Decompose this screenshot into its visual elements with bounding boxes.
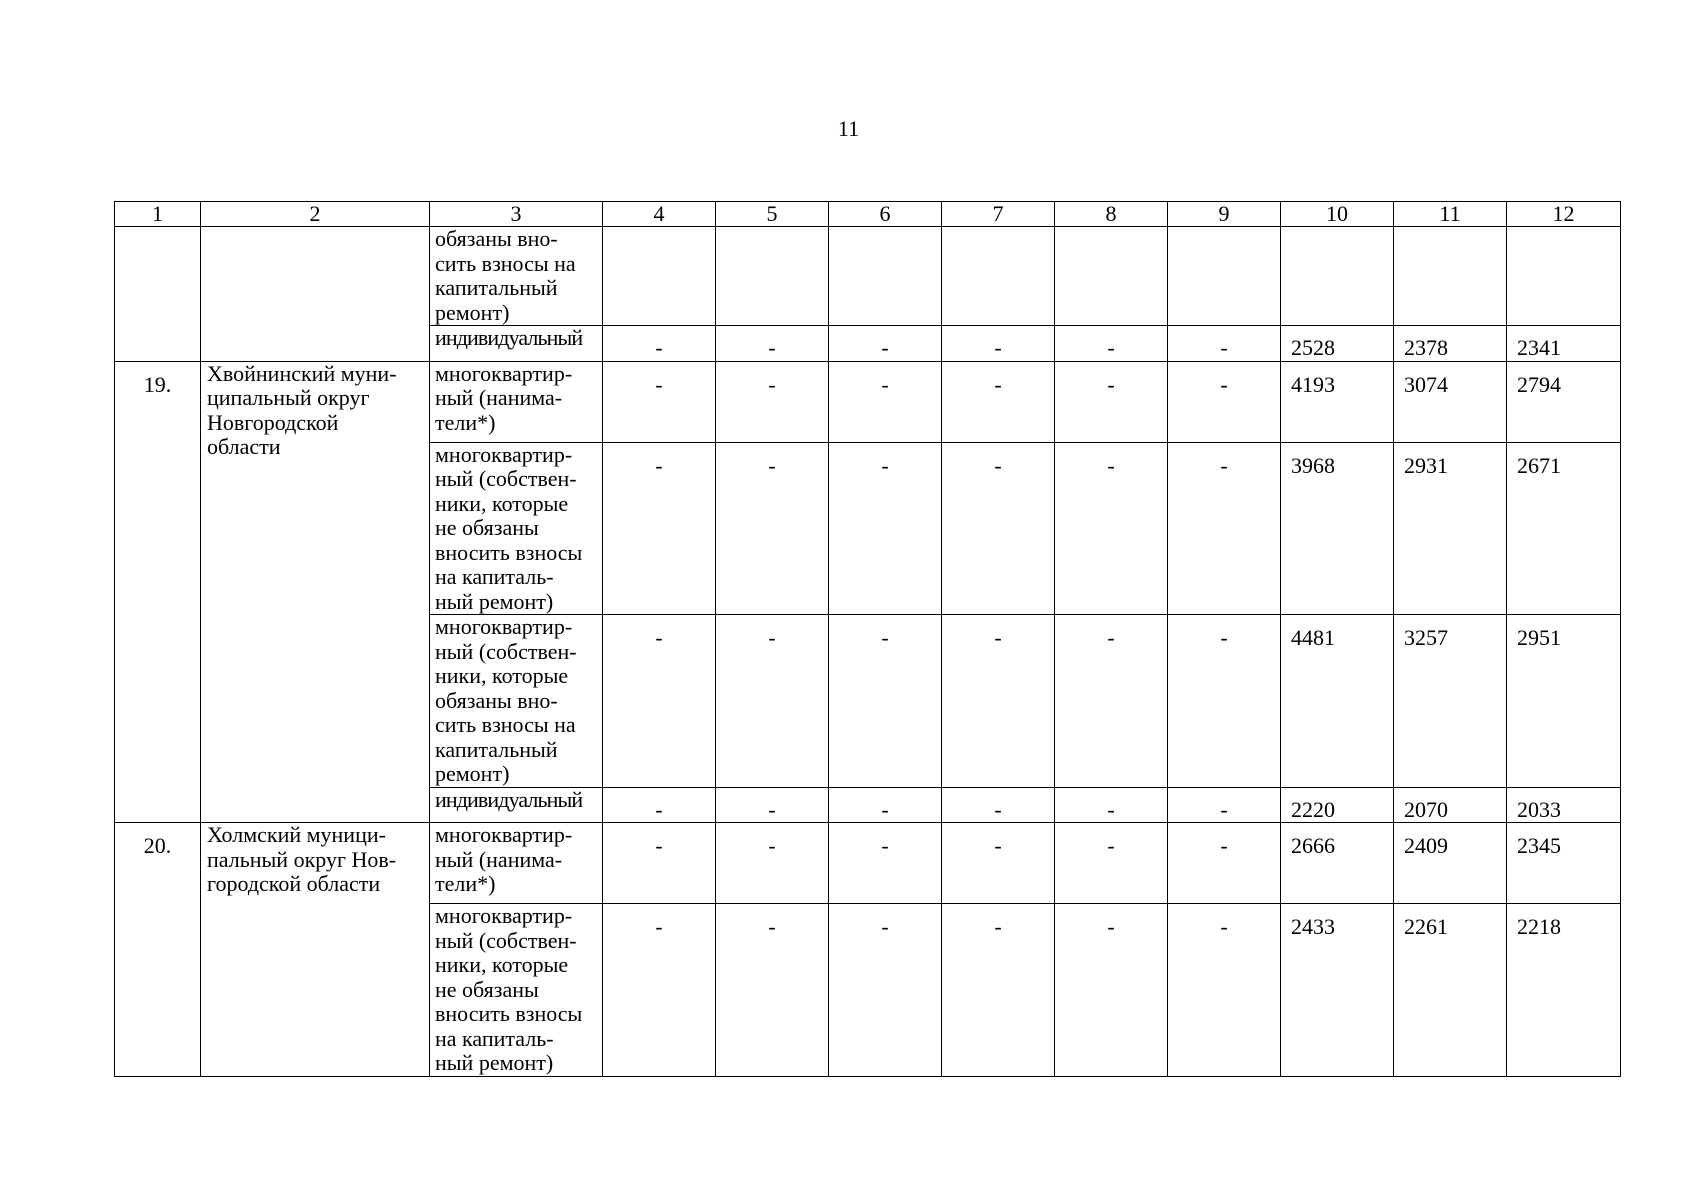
empty-cell [1168, 227, 1281, 326]
dash-cell: - [603, 361, 716, 442]
type-line: вносить взносы [435, 1001, 583, 1026]
dash-cell: - [603, 326, 716, 362]
type-line: многоквартир- [435, 903, 573, 928]
type-line: капитальный [435, 736, 558, 762]
header-cell: 9 [1168, 202, 1281, 227]
value-cell: 2528 [1281, 326, 1394, 362]
type-line: ный (нанима- [435, 385, 563, 410]
district-name-line: пальный округ Нов- [207, 846, 397, 872]
dash-cell: - [1168, 326, 1281, 362]
type-line: многоквартир- [435, 614, 573, 639]
type-line: ный (собствен- [435, 466, 577, 491]
number-cell [115, 227, 201, 362]
type-line: тели*) [435, 409, 496, 435]
empty-cell [942, 227, 1055, 326]
value-cell: 2070 [1394, 787, 1507, 823]
dash-cell: - [1168, 904, 1281, 1077]
value-cell: 2433 [1281, 904, 1394, 1077]
type-line: вносить взносы [435, 539, 583, 565]
type-line: ремонт) [435, 299, 510, 325]
dash-cell: - [942, 326, 1055, 362]
type-line: ники, которые [435, 663, 569, 688]
empty-cell [1281, 227, 1394, 326]
district-name-line: области [207, 434, 281, 459]
dash-cell: - [716, 787, 829, 823]
type-line: многоквартир- [435, 442, 573, 467]
dash-cell: - [1168, 823, 1281, 904]
number-cell: 20. [115, 823, 201, 1077]
value-cell: 2951 [1507, 615, 1621, 788]
value-cell: 2033 [1507, 787, 1621, 823]
table-row [115, 227, 1621, 326]
type-line: на капиталь- [435, 564, 554, 589]
district-name-line: Холмский муници- [207, 822, 386, 847]
type-line: сить взносы на [435, 712, 576, 737]
header-cell: 10 [1281, 202, 1394, 227]
dash-cell: - [716, 823, 829, 904]
type-line: капитальный [435, 275, 558, 300]
type-cell [430, 787, 603, 823]
type-line: не обязаны [435, 515, 539, 540]
value-cell: 4193 [1281, 361, 1394, 442]
empty-cell [1394, 227, 1507, 326]
type-line: ремонт) [435, 761, 510, 786]
value-cell: 3074 [1394, 361, 1507, 442]
district-name-line: ципальный округ [207, 385, 370, 410]
dash-cell: - [1055, 904, 1168, 1077]
header-cell: 7 [942, 202, 1055, 227]
value-cell: 4481 [1281, 615, 1394, 788]
dash-cell: - [716, 326, 829, 362]
type-cell [430, 361, 603, 442]
type-line: сить взносы на [435, 250, 576, 276]
dash-cell: - [1055, 361, 1168, 442]
table-row [115, 823, 1621, 904]
dash-cell: - [829, 904, 942, 1077]
dash-cell: - [829, 361, 942, 442]
value-cell: 2931 [1394, 442, 1507, 615]
dash-cell: - [829, 787, 942, 823]
header-cell: 8 [1055, 202, 1168, 227]
type-line: индивидуальный [435, 787, 583, 812]
dash-cell: - [716, 904, 829, 1077]
dash-cell: - [603, 787, 716, 823]
dash-cell: - [1055, 442, 1168, 615]
dash-cell: - [1055, 823, 1168, 904]
table-row [115, 361, 1621, 442]
district-name-line: Хвойнинский муни- [207, 361, 397, 386]
empty-cell [1055, 227, 1168, 326]
dash-cell: - [942, 823, 1055, 904]
type-line: ники, которые [435, 952, 569, 977]
header-cell: 3 [430, 202, 603, 227]
value-cell: 2261 [1394, 904, 1507, 1077]
type-line: ный ремонт) [435, 588, 554, 614]
header-cell: 5 [716, 202, 829, 227]
value-cell: 2409 [1394, 823, 1507, 904]
district-name-line: городской области [207, 871, 381, 896]
value-cell: 2666 [1281, 823, 1394, 904]
dash-cell: - [942, 787, 1055, 823]
dash-cell: - [1168, 615, 1281, 788]
dash-cell: - [716, 615, 829, 788]
value-cell: 2218 [1507, 904, 1621, 1077]
dash-cell: - [1168, 787, 1281, 823]
dash-cell: - [603, 615, 716, 788]
header-cell: 12 [1507, 202, 1621, 227]
type-cell [430, 442, 603, 615]
empty-cell [603, 227, 716, 326]
type-line: многоквартир- [435, 822, 573, 847]
dash-cell: - [603, 904, 716, 1077]
district-name-cell [201, 823, 430, 1077]
district-name-line: Новгородской [207, 409, 339, 435]
type-line: на капиталь- [435, 1025, 554, 1051]
type-line: обязаны вно- [435, 226, 558, 251]
header-cell: 6 [829, 202, 942, 227]
type-line: ный (собствен- [435, 638, 577, 664]
header-cell: 2 [201, 202, 430, 227]
type-line: тели*) [435, 871, 496, 896]
dash-cell: - [942, 615, 1055, 788]
type-line: ный (нанима- [435, 846, 563, 872]
dash-cell: - [1168, 361, 1281, 442]
dash-cell: - [829, 442, 942, 615]
dash-cell: - [942, 442, 1055, 615]
type-cell [430, 615, 603, 788]
type-line: многоквартир- [435, 361, 573, 386]
type-cell [430, 904, 603, 1077]
type-cell [430, 326, 603, 362]
dash-cell: - [829, 823, 942, 904]
page-number: 11 [837, 116, 860, 141]
value-cell: 2671 [1507, 442, 1621, 615]
header-cell: 11 [1394, 202, 1507, 227]
type-line: ный ремонт) [435, 1050, 554, 1075]
value-cell: 2341 [1507, 326, 1621, 362]
value-cell: 2345 [1507, 823, 1621, 904]
type-line: индивидуальный [435, 325, 583, 350]
empty-cell [716, 227, 829, 326]
empty-cell [829, 227, 942, 326]
type-line: не обязаны [435, 976, 539, 1002]
type-cell [430, 823, 603, 904]
dash-cell: - [942, 904, 1055, 1077]
dash-cell: - [603, 823, 716, 904]
dash-cell: - [716, 442, 829, 615]
type-line: ники, которые [435, 490, 569, 516]
value-cell: 2378 [1394, 326, 1507, 362]
district-name-cell [201, 361, 430, 823]
dash-cell: - [1168, 442, 1281, 615]
header-row [115, 202, 1621, 227]
dash-cell: - [942, 361, 1055, 442]
dash-cell: - [1055, 787, 1168, 823]
dash-cell: - [829, 326, 942, 362]
district-name-cell [201, 227, 430, 362]
empty-cell [1507, 227, 1621, 326]
value-cell: 2220 [1281, 787, 1394, 823]
type-line: ный (собствен- [435, 927, 577, 953]
dash-cell: - [1055, 615, 1168, 788]
dash-cell: - [829, 615, 942, 788]
type-line: обязаны вно- [435, 687, 558, 713]
header-cell: 1 [115, 202, 201, 227]
header-cell: 4 [603, 202, 716, 227]
dash-cell: - [716, 361, 829, 442]
type-cell [430, 227, 603, 326]
value-cell: 3257 [1394, 615, 1507, 788]
dash-cell: - [1055, 326, 1168, 362]
number-cell: 19. [115, 361, 201, 823]
value-cell: 3968 [1281, 442, 1394, 615]
tariff-table [114, 201, 1621, 1077]
dash-cell: - [603, 442, 716, 615]
value-cell: 2794 [1507, 361, 1621, 442]
